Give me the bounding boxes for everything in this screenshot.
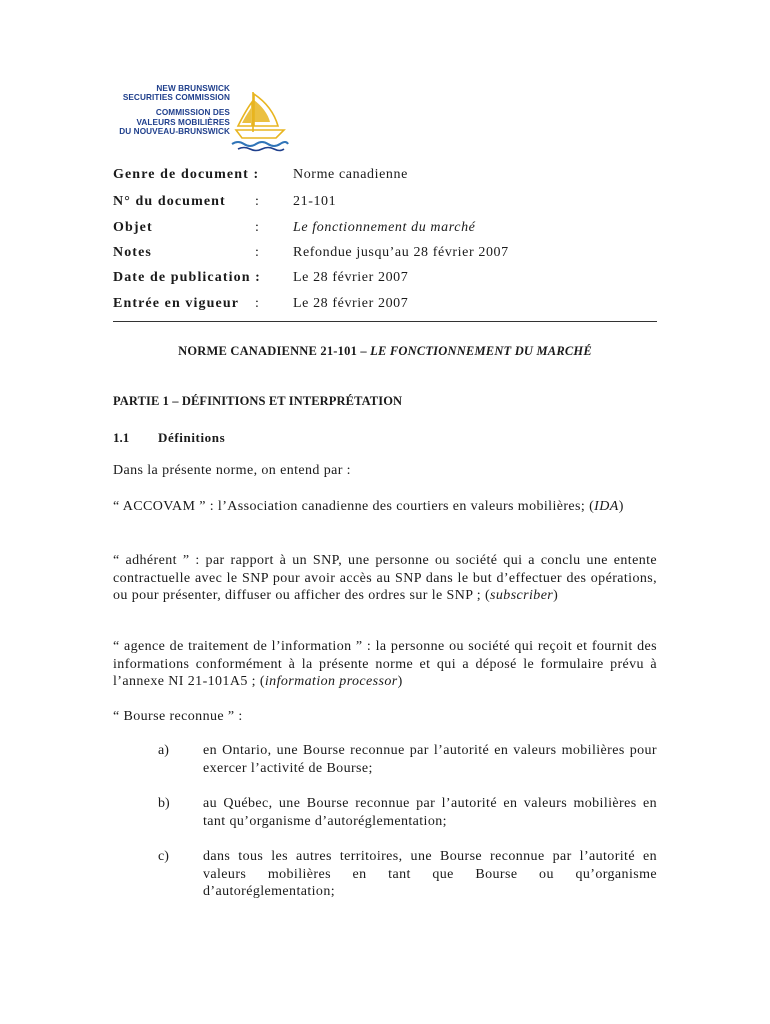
meta-label: Objet <box>113 220 153 235</box>
meta-label: Notes <box>113 245 152 260</box>
definition-english-term: subscriber <box>490 588 554 603</box>
commission-logo <box>112 84 292 156</box>
definition-agence <box>113 638 657 691</box>
item-letter: c) <box>158 849 169 864</box>
logo-line-en-1: NEW BRUNSWICK <box>156 84 230 93</box>
item-letter: b) <box>158 796 170 811</box>
definition-bourse-heading: “ Bourse reconnue ” : <box>113 709 243 724</box>
definition-end: ) <box>553 588 559 603</box>
part-heading: PARTIE 1 – DÉFINITIONS ET INTERPRÉTATION <box>113 394 403 408</box>
sailboat-icon <box>230 88 290 152</box>
item-text: dans tous les autres territoires, une Bourse reconnue par l’autorité en valeurs mobilières en tant que Bourse ou qu’organisme d’autoréglementation; <box>203 849 657 899</box>
definition-accovam <box>113 498 657 516</box>
meta-label: Genre de document : <box>113 167 260 182</box>
item-letter: a) <box>158 743 169 758</box>
meta-value: Le 28 février 2007 <box>293 296 409 311</box>
item-text: en Ontario, une Bourse reconnue par l’autorité en valeurs mobilières pour exercer l’activité de Bourse; <box>203 743 657 776</box>
section-title: Définitions <box>158 430 226 445</box>
item-text: au Québec, une Bourse reconnue par l’autorité en valeurs mobilières en tant qu’organisme d’autoréglementation; <box>203 796 657 829</box>
logo-line-fr-2: VALEURS MOBILIÈRES <box>136 117 230 127</box>
meta-label: Date de publication : <box>113 270 261 285</box>
title-prefix: NORME CANADIENNE 21-101 – <box>178 344 371 358</box>
meta-colon: : <box>255 296 259 311</box>
meta-value: Le 28 février 2007 <box>293 270 409 285</box>
definition-text: “ ACCOVAM ” : l’Association canadienne des courtiers en valeurs mobilières; ( <box>113 499 595 514</box>
logo-line-en-2: SECURITIES COMMISSION <box>122 93 230 103</box>
meta-value: 21-101 <box>293 194 337 209</box>
definition-end: ) <box>397 674 403 689</box>
intro-paragraph: Dans la présente norme, on entend par : <box>113 463 351 478</box>
meta-colon: : <box>255 220 259 235</box>
logo-line-fr-1: COMMISSION DES <box>155 108 230 118</box>
definition-end: ) <box>618 499 624 514</box>
definition-text: “ agence de traitement de l’information ” : la personne ou société qui reçoit et fournit des informations conformément à la présente norme et qui a déposé le formulaire prévu à l’annexe NI 21-101A5 ; ( <box>113 639 657 689</box>
meta-value: Norme canadienne <box>293 167 408 182</box>
definition-text: “ adhérent ” : par rapport à un SNP, une personne ou société qui a conclu une entente contractuelle avec le SNP pour avoir accès au SNP dans le but d’effectuer des opérations, ou pour présenter, diffuser ou afficher des ordres sur le SNP ; ( <box>113 553 657 603</box>
meta-colon: : <box>255 194 259 209</box>
document-title <box>113 344 657 359</box>
meta-value: Refondue jusqu’au 28 février 2007 <box>293 245 509 260</box>
definition-adherent <box>113 552 657 605</box>
title-italic: LE FONCTIONNEMENT DU MARCHÉ <box>370 344 592 358</box>
logo-line-fr-3: DU NOUVEAU-BRUNSWICK <box>119 126 230 136</box>
meta-value: Le fonctionnement du marché <box>293 220 476 235</box>
definition-english-term: IDA <box>594 499 619 514</box>
meta-colon: : <box>255 245 259 260</box>
section-number: 1.1 <box>113 430 130 445</box>
divider <box>113 321 657 322</box>
definition-english-term: information processor <box>264 674 398 689</box>
logo-text <box>112 84 230 136</box>
meta-label: Entrée en vigueur <box>113 296 240 311</box>
meta-label: N° du document <box>113 194 226 209</box>
